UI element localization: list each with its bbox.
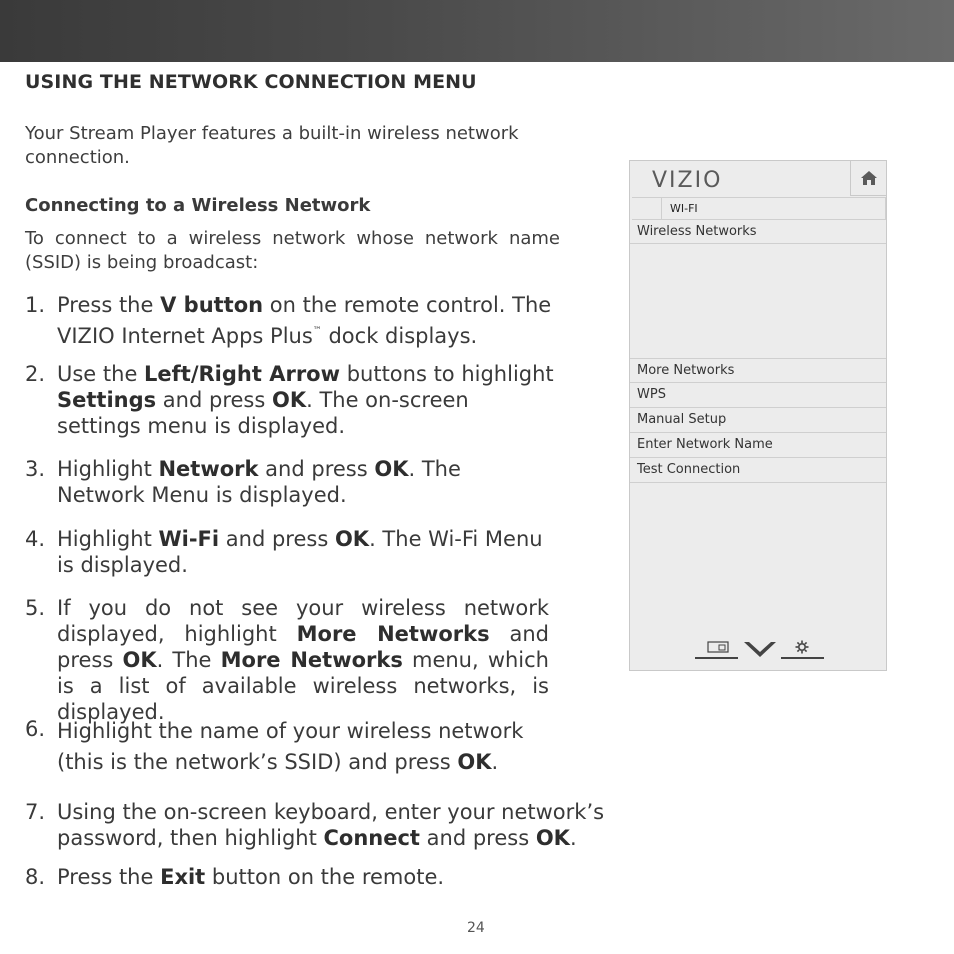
vizio-v-icon[interactable] bbox=[743, 640, 777, 662]
menu-item-test-connection[interactable]: Test Connection bbox=[630, 458, 886, 483]
menu-item-enter-network-name[interactable]: Enter Network Name bbox=[630, 433, 886, 458]
gear-icon[interactable] bbox=[795, 639, 809, 658]
section-title: USING THE NETWORK CONNECTION MENU bbox=[25, 71, 477, 93]
widescreen-icon[interactable] bbox=[707, 639, 729, 658]
tv-menu-breadcrumb bbox=[632, 197, 886, 220]
subheading: Connecting to a Wireless Network bbox=[25, 195, 371, 216]
back-button[interactable] bbox=[632, 198, 662, 219]
tv-menu-header bbox=[630, 161, 886, 197]
menu-header-wireless-networks: Wireless Networks bbox=[630, 220, 886, 244]
tv-menu-footer bbox=[695, 639, 825, 661]
menu-item-manual-setup[interactable]: Manual Setup bbox=[630, 408, 886, 433]
menu-item-more-networks[interactable]: More Networks bbox=[630, 358, 886, 383]
home-button[interactable] bbox=[850, 161, 886, 196]
breadcrumb-label: WI-FI bbox=[670, 202, 698, 215]
tv-menu-screenshot bbox=[629, 160, 887, 671]
menu-item-wps[interactable]: WPS bbox=[630, 383, 886, 408]
intro-paragraph: Your Stream Player features a built-in wireless network connection. bbox=[25, 123, 519, 168]
header-bar bbox=[0, 0, 954, 62]
vizio-logo: VIZIO bbox=[652, 168, 723, 193]
lead-paragraph: To connect to a wireless network whose network name (SSID) is being broadcast: bbox=[25, 228, 560, 273]
home-icon bbox=[860, 170, 878, 186]
page-number: 24 bbox=[467, 920, 485, 936]
